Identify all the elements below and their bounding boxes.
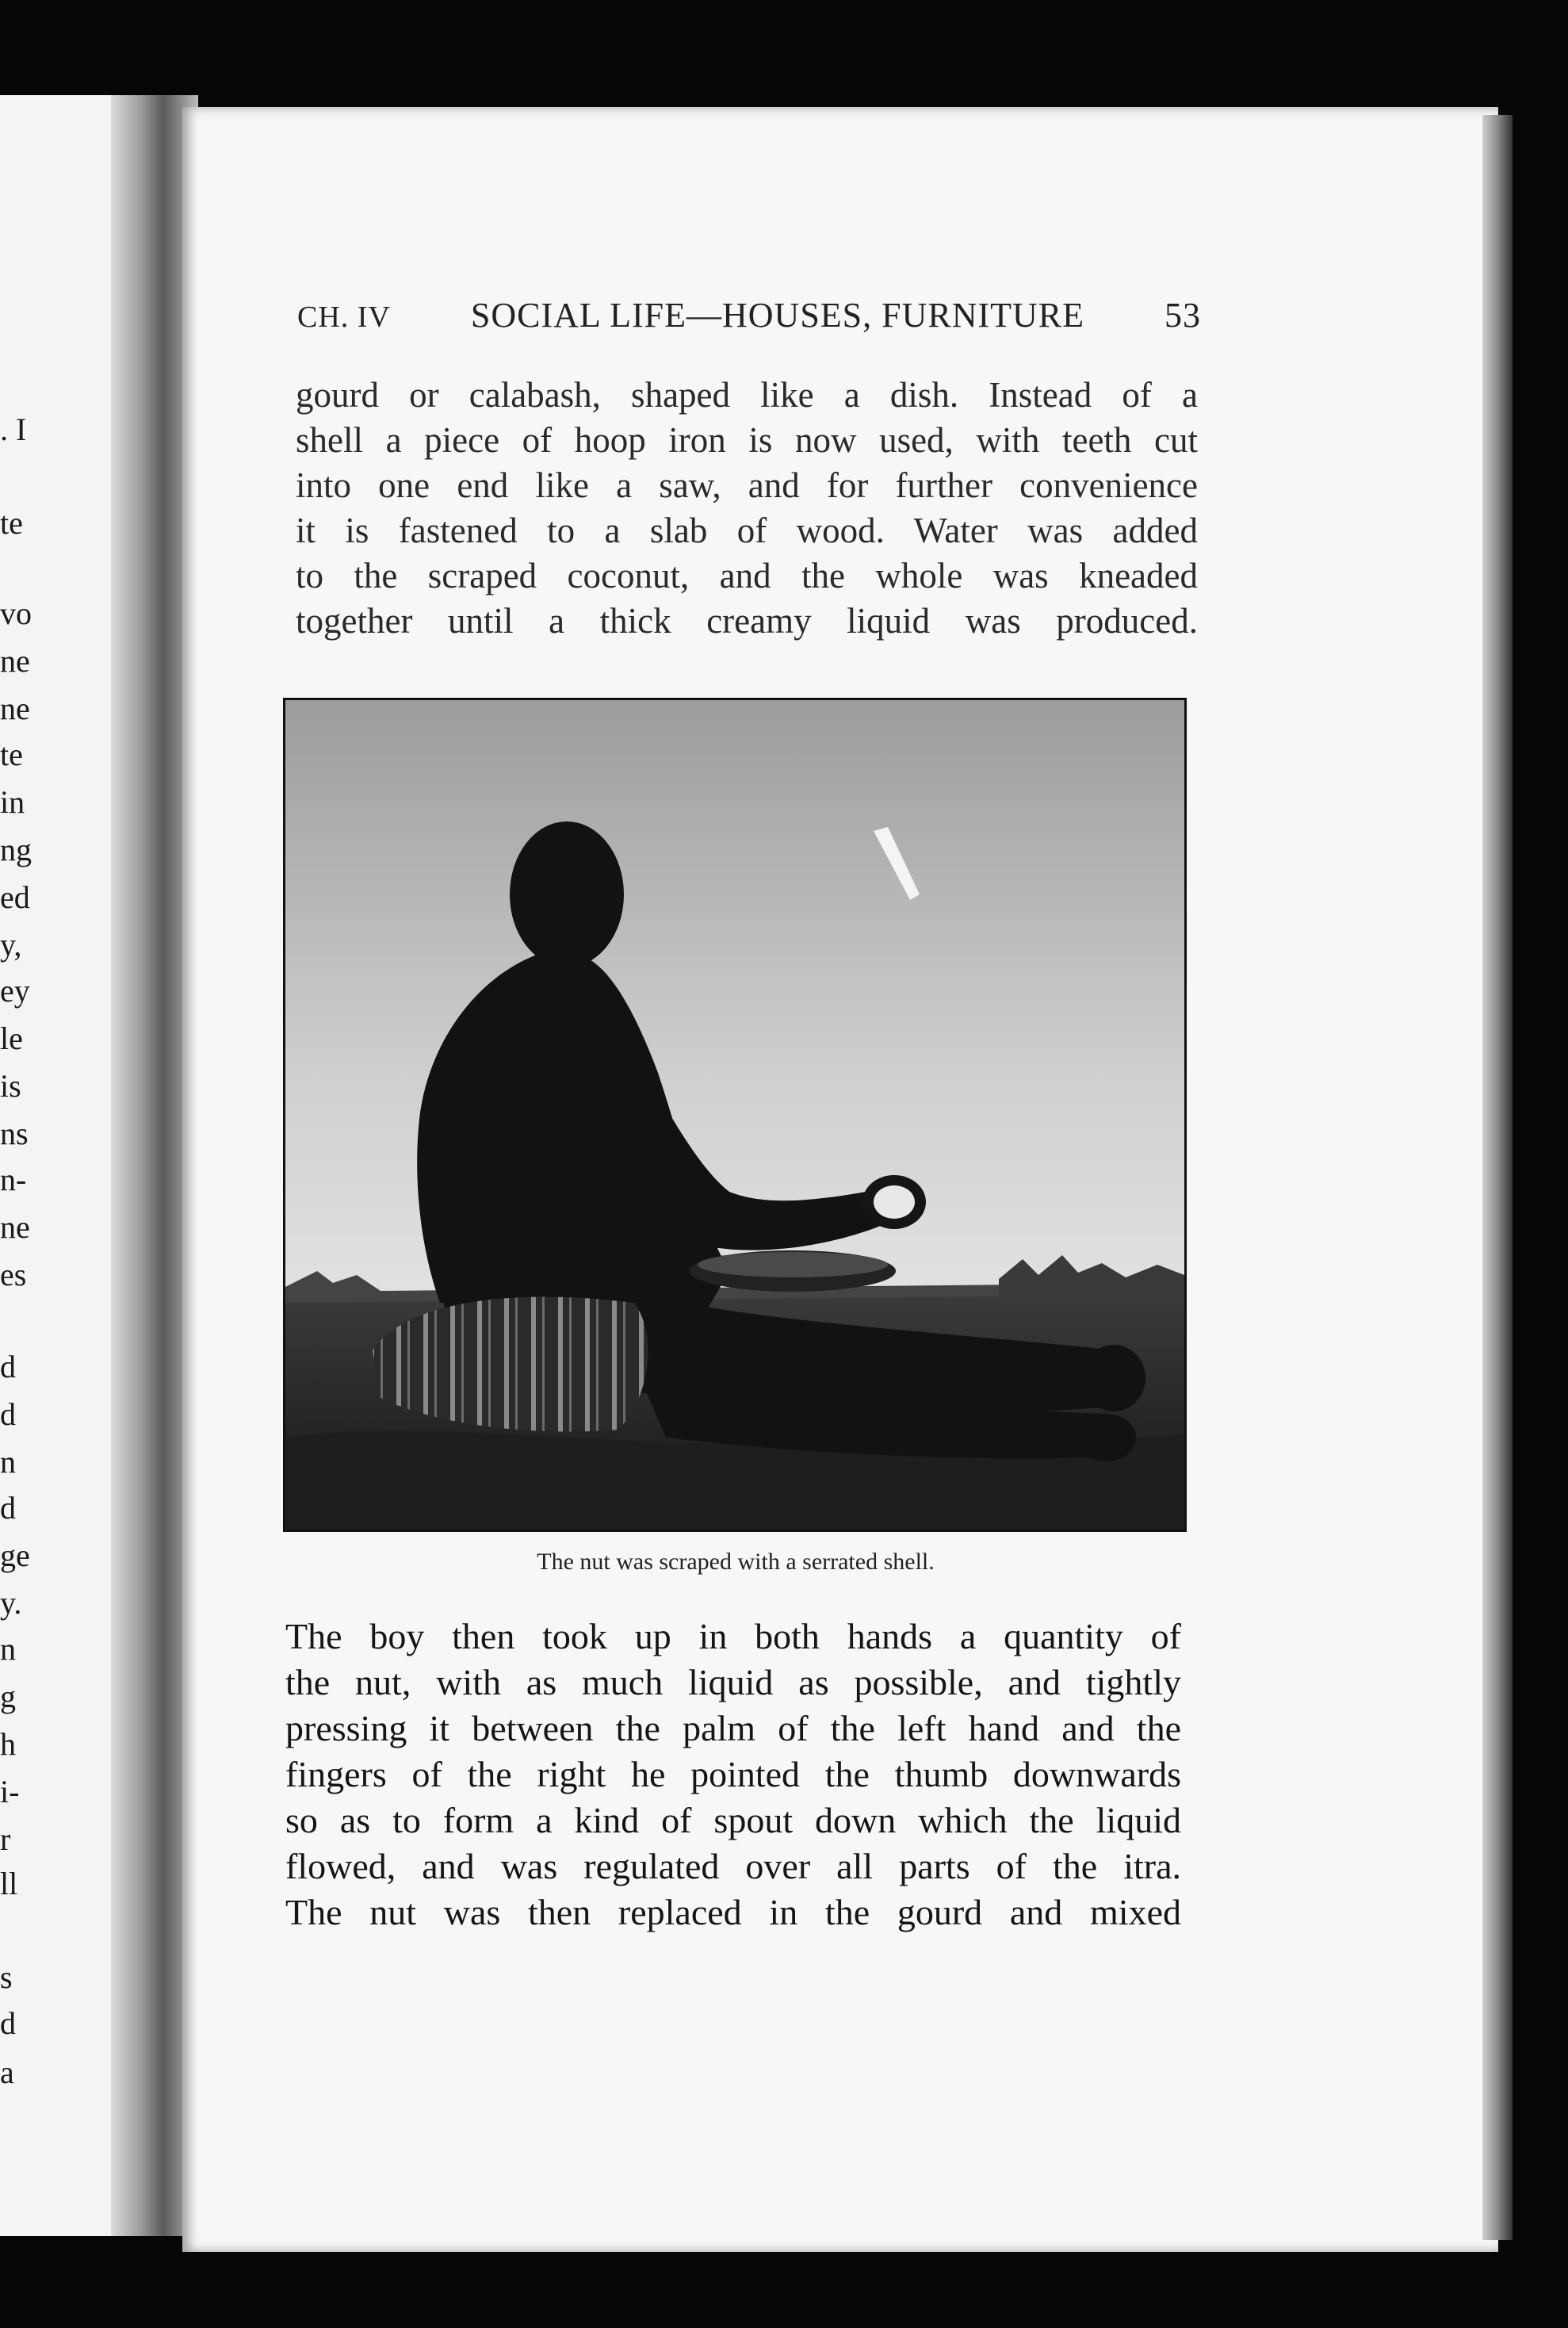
left-page-fragment: ed: [0, 879, 30, 915]
left-page-fragment: ng: [0, 832, 32, 867]
photograph-plate: [283, 698, 1187, 1532]
running-head: [297, 295, 1201, 346]
left-page-fragment: r: [0, 1821, 11, 1857]
left-page-fragment: te: [0, 737, 23, 772]
text-line: into one end like a saw, and for further convenience: [296, 465, 1198, 505]
left-page-fragment: ey: [0, 973, 30, 1009]
text-line: it is fastened to a slab of wood. Water was added: [296, 511, 1198, 550]
top-paragraph: [296, 373, 1198, 644]
left-page-fragment: y,: [0, 927, 22, 963]
left-page-fragment: vo: [0, 595, 32, 631]
text-line: flowed, and was regulated over all parts of the itra.: [285, 1846, 1181, 1886]
left-page-fragment: g: [0, 1679, 16, 1714]
text-line: together until a thick creamy liquid was produced.: [296, 601, 1198, 641]
text-line: shell a piece of hoop iron is now used, with teeth cut: [296, 420, 1198, 460]
left-page-fragment: d: [0, 1490, 16, 1526]
left-page-fragment: s: [0, 1959, 13, 1995]
left-page-fragment: d: [0, 1349, 16, 1384]
left-page-fragment: i-: [0, 1774, 20, 1809]
chapter-label: CH. IV: [297, 301, 391, 334]
left-page-fragment: ne: [0, 1209, 30, 1245]
page-edge: [1482, 115, 1513, 2240]
left-page-fragment: n: [0, 1631, 16, 1667]
left-page-fragment: te: [0, 505, 23, 541]
page-number: 53: [1165, 296, 1201, 335]
text-line: fingers of the right he pointed the thumb downwards: [285, 1754, 1181, 1794]
left-page-fragment: ne: [0, 691, 30, 726]
figure-caption: The nut was scraped with a serrated shell.: [537, 1549, 935, 1575]
running-title: SOCIAL LIFE—HOUSES, FURNITURE: [470, 296, 1085, 335]
text-line: The nut was then replaced in the gourd and mixed: [285, 1892, 1181, 1932]
left-page-fragment: ne: [0, 643, 30, 679]
text-line: The boy then took up in both hands a quantity of: [285, 1616, 1181, 1656]
text-line: so as to form a kind of spout down which the liquid: [285, 1800, 1181, 1840]
left-page-fragment: ge: [0, 1537, 30, 1573]
left-page-fragment: d: [0, 2005, 16, 2041]
bottom-paragraph: [285, 1614, 1181, 1936]
text-line: to the scraped coconut, and the whole was kneaded: [296, 556, 1198, 595]
left-page-fragment: n-: [0, 1162, 27, 1197]
left-page-fragment: a: [0, 2054, 14, 2090]
left-page-fragment: le: [0, 1020, 23, 1056]
left-page-fragment: d: [0, 1396, 16, 1432]
left-page-fragment: ns: [0, 1116, 29, 1151]
left-page-fragment: ll: [0, 1866, 18, 1901]
left-page-fragment: es: [0, 1257, 27, 1292]
text-line: the nut, with as much liquid as possible, and tightly: [285, 1662, 1181, 1702]
photograph-image: [285, 700, 1184, 1530]
left-page-fragment: h: [0, 1726, 16, 1762]
left-page-fragment: is: [0, 1068, 21, 1104]
left-page-fragment: y.: [0, 1585, 22, 1621]
text-line: gourd or calabash, shaped like a dish. Instead of a: [296, 375, 1198, 415]
left-page-fragment: in: [0, 784, 25, 820]
left-page-fragment: . I: [0, 412, 27, 447]
left-page-fragment: n: [0, 1444, 16, 1480]
text-line: pressing it between the palm of the left hand and the: [285, 1708, 1181, 1748]
